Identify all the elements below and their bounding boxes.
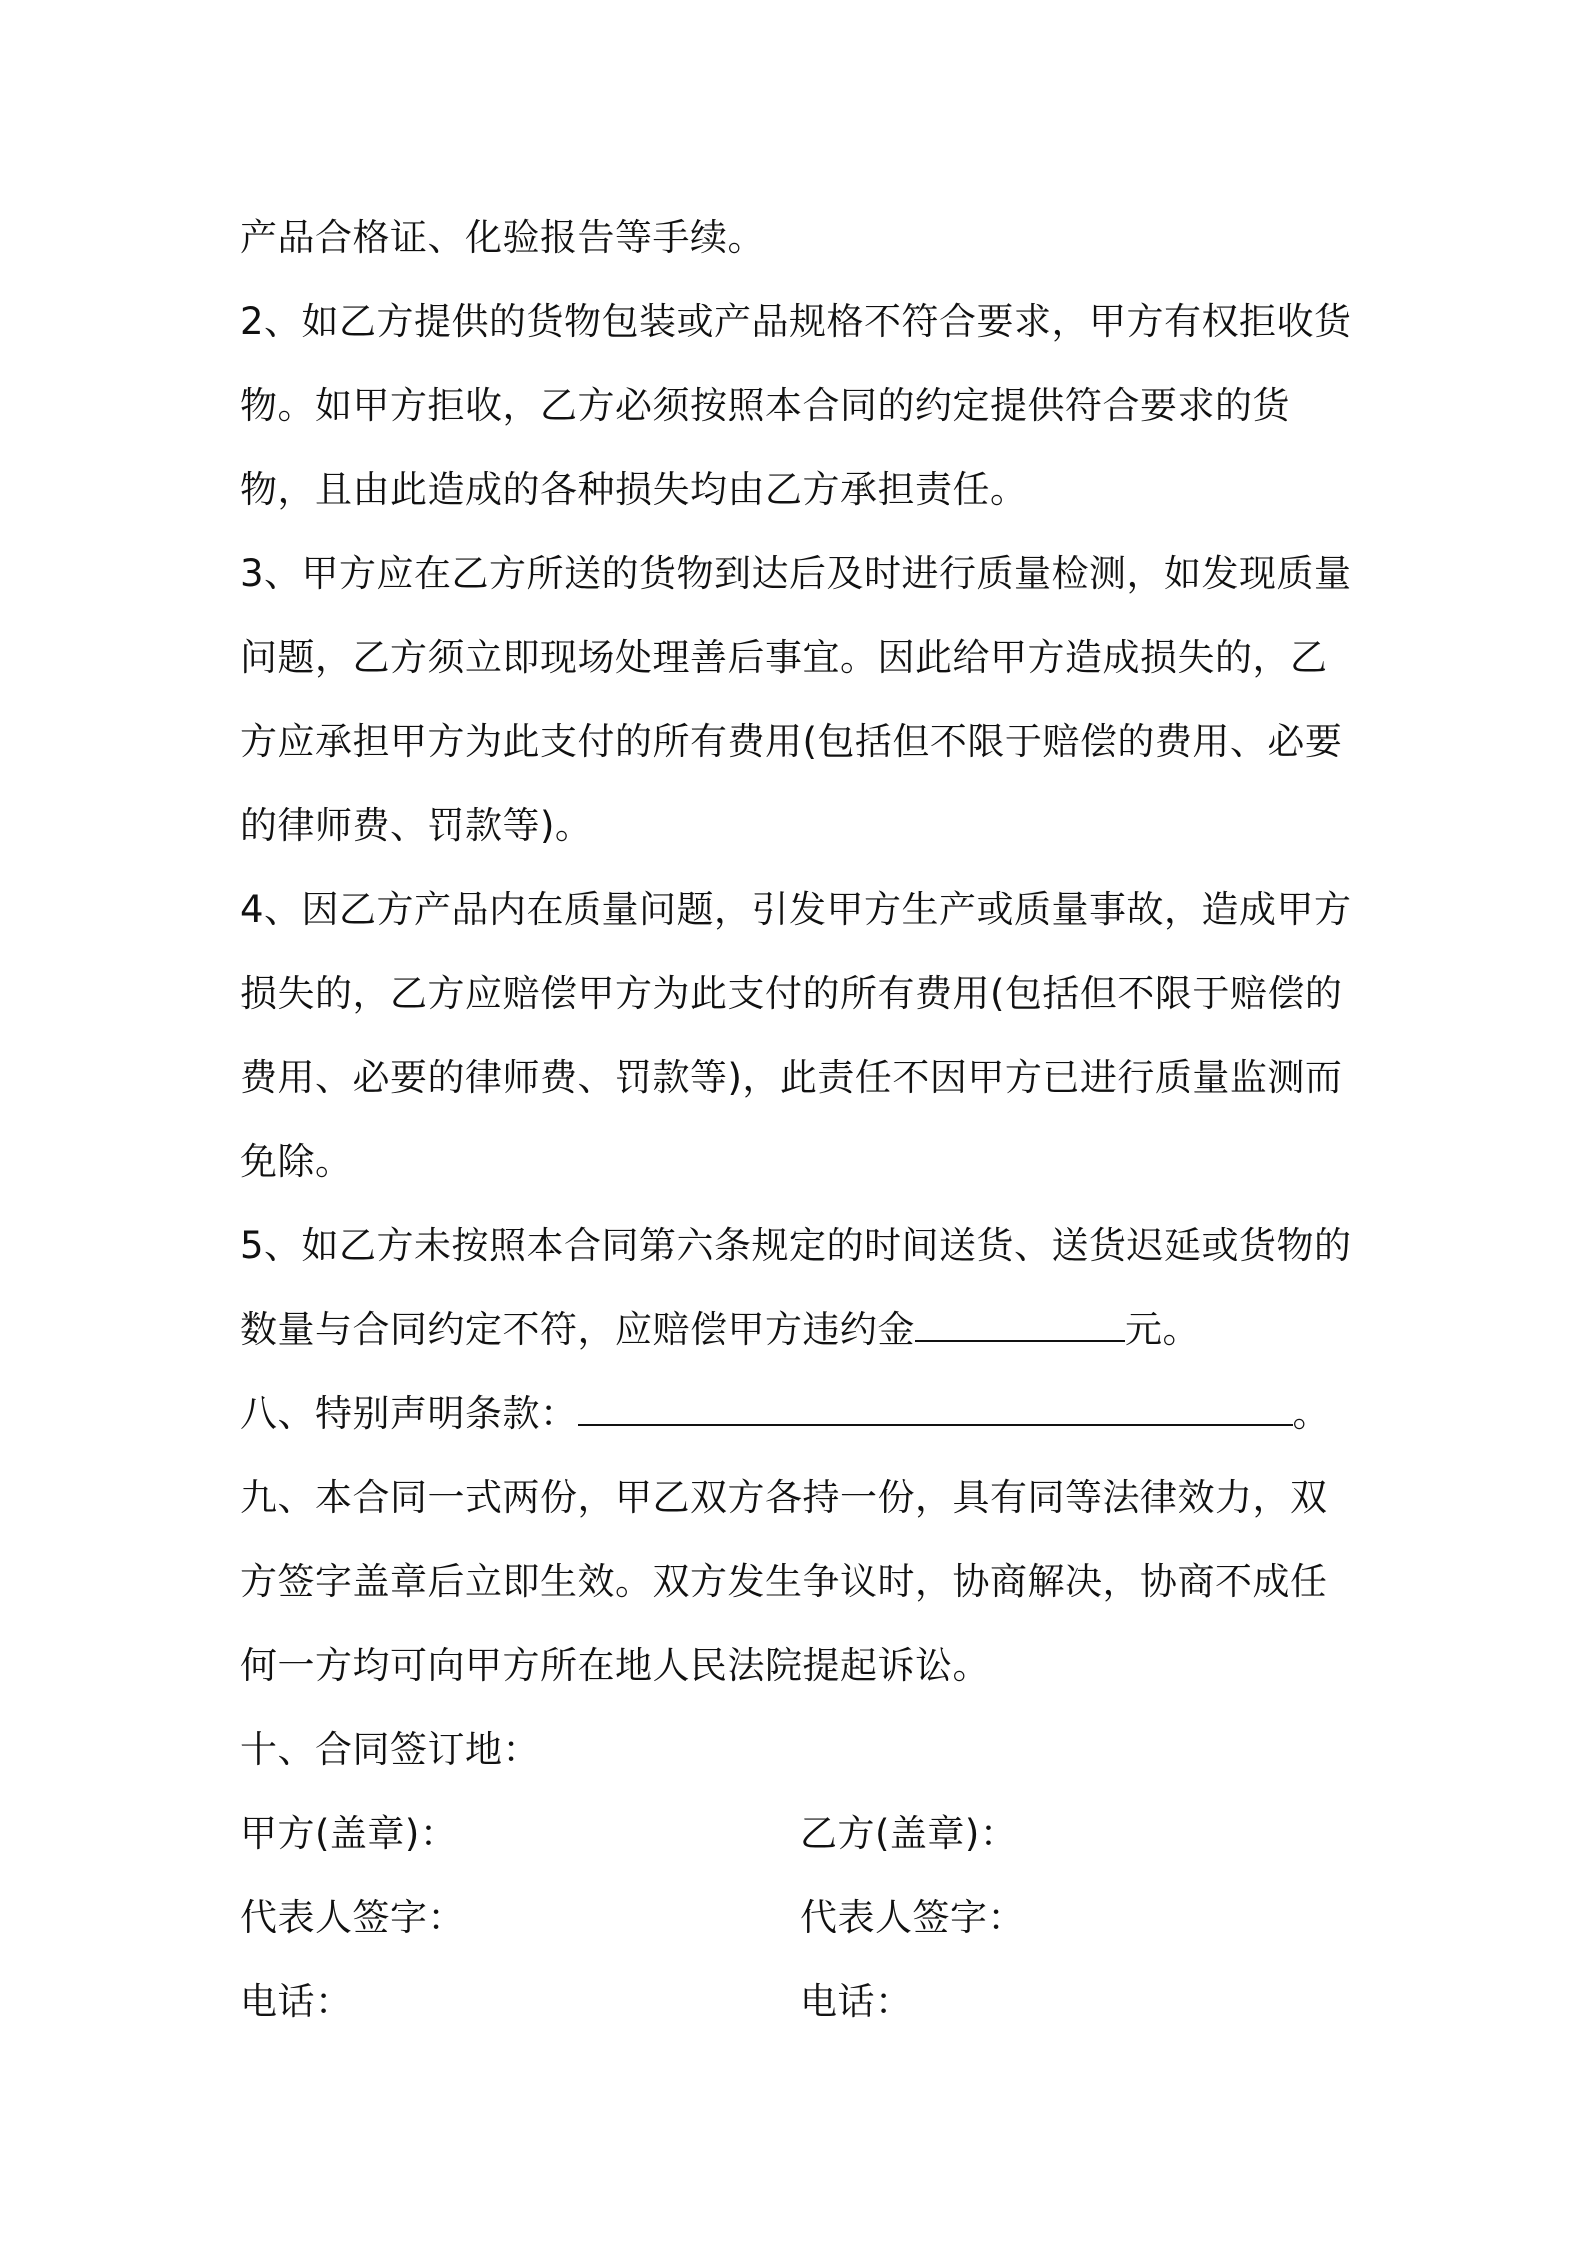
section-8-label: 八、特别声明条款： bbox=[240, 1392, 578, 1435]
penalty-amount-blank bbox=[915, 1290, 1125, 1342]
signature-row-phone bbox=[240, 1960, 1360, 2044]
section-9-copies: 九、本合同一式两份，甲乙双方各持一份，具有同等法律效力，双方签字盖章后立即生效。双方发生争议时，协商解决，协商不成任何一方均可向甲方所在地人民法院提起诉讼。 bbox=[240, 1476, 1328, 1687]
clause-5 bbox=[240, 1204, 1360, 1372]
signature-row-representative bbox=[240, 1876, 1360, 1960]
contract-body bbox=[240, 196, 1360, 2044]
clause-3: 3、甲方应在乙方所送的货物到达后及时进行质量检测，如发现质量问题，乙方须立即现场处理善后事宜。因此给甲方造成损失的，乙方应承担甲方为此支付的所有费用(包括但不限于赔偿的费用、必要的律师费、罚款等)。 bbox=[240, 552, 1352, 847]
party-a-rep-label: 代表人签字： bbox=[240, 1896, 465, 1939]
signature-row-seal bbox=[240, 1792, 1360, 1876]
clause-2: 2、如乙方提供的货物包装或产品规格不符合要求，甲方有权拒收货物。如甲方拒收，乙方必须按照本合同的约定提供符合要求的货物，且由此造成的各种损失均由乙方承担责任。 bbox=[240, 300, 1352, 511]
section-10-signing-place: 十、合同签订地： bbox=[240, 1728, 540, 1771]
clause-5-text: 5、如乙方未按照本合同第六条规定的时间送货、送货迟延或货物的数量与合同约定不符，应赔偿甲方违约金 bbox=[240, 1224, 1352, 1351]
clause-5-unit: 元。 bbox=[1125, 1308, 1200, 1351]
party-b-seal-label: 乙方(盖章)： bbox=[800, 1812, 1018, 1855]
party-b-rep-label: 代表人签字： bbox=[800, 1896, 1025, 1939]
clause-continuation: 产品合格证、化验报告等手续。 bbox=[240, 216, 765, 259]
section-8-special-terms bbox=[240, 1372, 1360, 1456]
special-terms-blank bbox=[578, 1374, 1293, 1426]
party-a-phone-label: 电话： bbox=[240, 1980, 353, 2023]
section-8-end: 。 bbox=[1292, 1392, 1330, 1435]
clause-4: 4、因乙方产品内在质量问题，引发甲方生产或质量事故，造成甲方损失的，乙方应赔偿甲方为此支付的所有费用(包括但不限于赔偿的费用、必要的律师费、罚款等)，此责任不因甲方已进行质量监测而免除。 bbox=[240, 888, 1352, 1183]
party-a-seal-label: 甲方(盖章)： bbox=[240, 1812, 458, 1855]
party-b-phone-label: 电话： bbox=[800, 1980, 913, 2023]
